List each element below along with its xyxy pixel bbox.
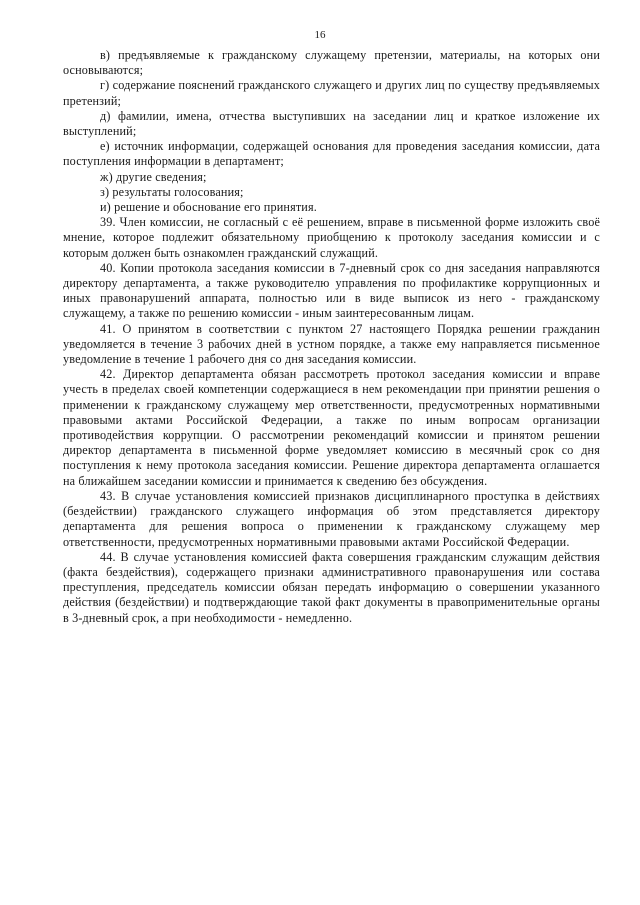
paragraph-clause-39: 39. Член комиссии, не согласный с её решением, вправе в письменной форме изложить своё мнение, которое подлежит обязательному приобщению к протоколу заседания комиссии и с которым должен быть ознакомлен гражданский служащий. bbox=[63, 215, 600, 260]
paragraph-item-z: з) результаты голосования; bbox=[100, 184, 244, 199]
paragraph-item-g: г) содержание пояснений гражданского служащего и других лиц по существу предъявляемых претензий; bbox=[63, 78, 600, 108]
document-body bbox=[63, 48, 600, 626]
paragraph-item-e: е) источник информации, содержащей основания для проведения заседания комиссии, дата поступления информации в департамент; bbox=[63, 139, 600, 169]
paragraph-item-i: и) решение и обоснование его принятия. bbox=[100, 200, 317, 215]
paragraph-clause-43: 43. В случае установления комиссией признаков дисциплинарного проступка в действиях (бездействии) гражданского служащего информация об этом представляется директору департамента для решения вопроса о применении к гражданскому служащему мер ответственности, предусмотренных нормативными правовыми актами Российской Федерации. bbox=[63, 488, 600, 549]
page-number: 16 bbox=[314, 29, 326, 41]
paragraph-clause-42: 42. Директор департамента обязан рассмотреть протокол заседания комиссии и вправе учесть в пределах своей компетенции содержащиеся в нем рекомендации при принятии решения о применении к гражданскому служащему мер ответственности, предусмотренных нормативными правовыми актами Российской Федерации, а также по иным вопросам организации противодействия коррупции. О рассмотрении рекомендаций комиссии и принятом решении директор департамента в письменной форме уведомляет комиссию в месячный срок со дня поступления к нему протокола заседания комиссии. Решение директора департамента оглашается на ближайшем заседании комиссии и принимается к сведению без обсуждения. bbox=[63, 367, 600, 488]
paragraph-clause-41: 41. О принятом в соответствии с пунктом 27 настоящего Порядка решении гражданин уведомляется в течение 3 рабочих дней в устном порядке, а также ему направляется письменное уведомление в течение 1 рабочего дня со дня заседания комиссии. bbox=[63, 321, 600, 367]
paragraph-item-d: д) фамилии, имена, отчества выступивших на заседании лиц и краткое изложение их выступлений; bbox=[63, 108, 600, 139]
paragraph-clause-40: 40. Копии протокола заседания комиссии в 7-дневный срок со дня заседания направляются директору департамента, а также руководителю управления по профилактике коррупционных и иных правонарушений аппарата, полностью или в виде выписок из него - гражданскому служащему, а также по решению комиссии - иным заинтересованным лицам. bbox=[63, 260, 600, 321]
paragraph-item-v: в) предъявляемые к гражданскому служащему претензии, материалы, на которых они основываются; bbox=[63, 48, 600, 78]
paragraph-clause-44: 44. В случае установления комиссией факта совершения гражданским служащим действия (факта бездействия), содержащего признаки административного правонарушения или состава преступления, председатель комиссии обязан передать информацию о совершении указанного действия (бездействии) и подтверждающие такой факт документы в правоприменительные органы в 3-дневный срок, а при необходимости - немедленно. bbox=[63, 549, 600, 625]
paragraph-item-zh: ж) другие сведения; bbox=[100, 169, 207, 184]
